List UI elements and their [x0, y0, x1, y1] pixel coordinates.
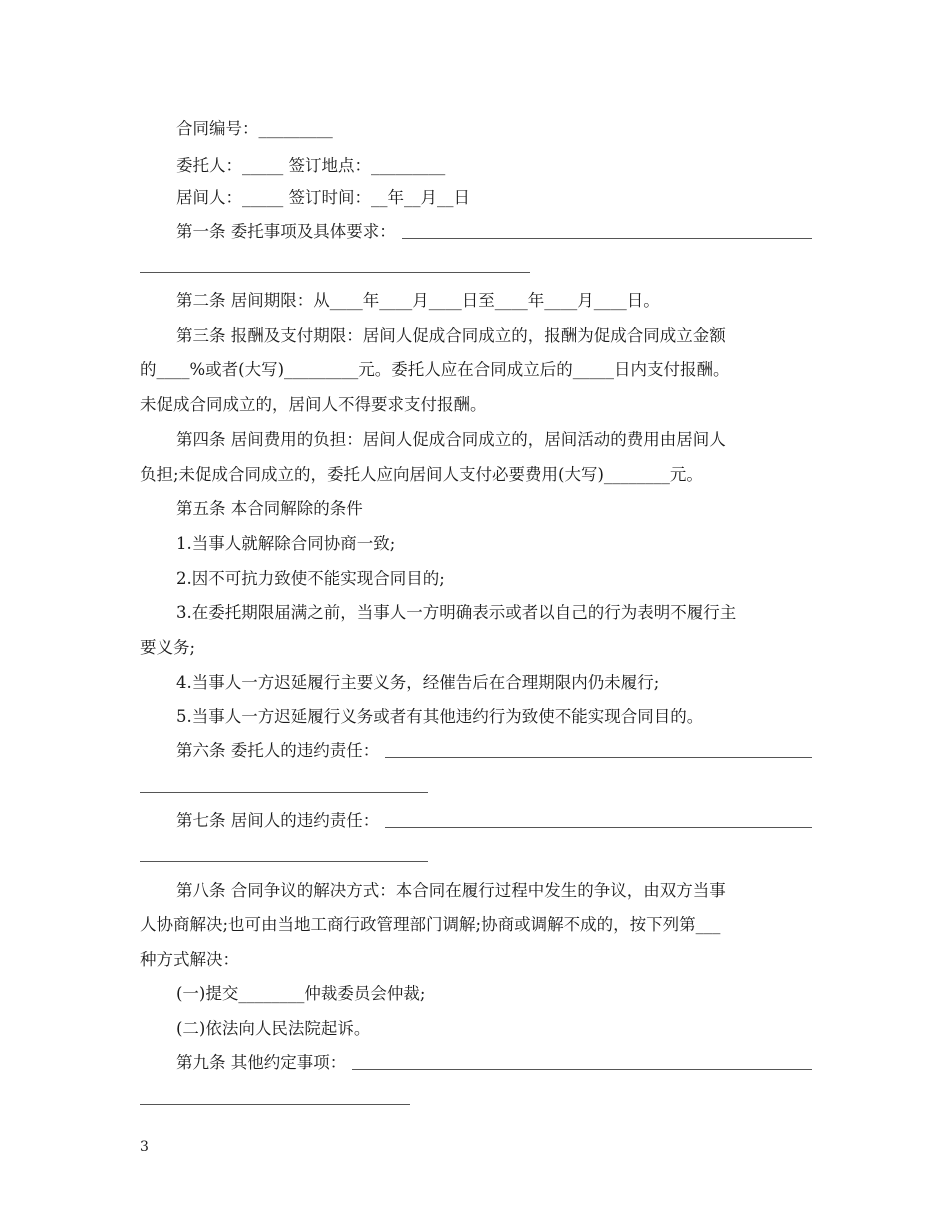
article-1-continuation-rule: [140, 272, 530, 273]
article-7-blank: [379, 810, 812, 832]
article-5-item-5: 5.当事人一方迟延履行义务或者有其他违约行为致使不能实现合同目的。: [176, 707, 704, 726]
principal-place-line: 委托人：_____ 签订地点：_________: [176, 156, 446, 175]
page-number: 3: [140, 1139, 149, 1155]
article-7-heading: 第七条 居间人的违约责任：: [176, 811, 380, 830]
article-1-blank: [396, 221, 812, 243]
article-9-heading: 第九条 其他约定事项：: [176, 1053, 347, 1072]
article-5-heading: 第五条 本合同解除的条件: [176, 499, 363, 518]
article-5-item-4: 4.当事人一方迟延履行主要义务，经催告后在合理期限内仍未履行;: [176, 673, 660, 692]
article-9-blank: [346, 1052, 812, 1074]
contract-number-line: 合同编号：_________: [176, 119, 333, 138]
article-6-continuation-rule: [140, 792, 428, 793]
article-8-option-1: (一)提交________仲裁委员会仲裁;: [176, 984, 426, 1003]
article-3-line-2: 的____%或者(大写)_________元。委托人应在合同成立后的_____日内支付报酬。: [140, 360, 730, 379]
article-3-line-1: 第三条 报酬及支付期限：居间人促成合同成立的，报酬为促成合同成立金额: [176, 326, 726, 345]
article-9-continuation-rule: [140, 1104, 410, 1105]
article-7-continuation-rule: [140, 861, 428, 862]
article-4-line-1: 第四条 居间费用的负担：居间人促成合同成立的，居间活动的费用由居间人: [176, 430, 726, 449]
article-3-line-3: 未促成合同成立的，居间人不得要求支付报酬。: [140, 395, 487, 414]
article-1-heading: 第一条 委托事项及具体要求：: [176, 222, 396, 241]
article-6-blank: [379, 740, 812, 762]
article-1-line: [176, 221, 812, 243]
article-2-line: 第二条 居间期限：从____年____月____日至____年____月____日。: [176, 291, 660, 310]
article-5-item-3-line-1: 3.在委托期限届满之前，当事人一方明确表示或者以自己的行为表明不履行主: [176, 603, 737, 622]
article-8-line-1: 第八条 合同争议的解决方式：本合同在履行过程中发生的争议，由双方当事: [176, 881, 726, 900]
article-6-heading: 第六条 委托人的违约责任：: [176, 741, 380, 760]
article-7-line: [176, 810, 812, 832]
article-8-line-3: 种方式解决：: [140, 950, 239, 969]
article-5-item-1: 1.当事人就解除合同协商一致;: [176, 534, 396, 553]
intermediary-time-line: 居间人：_____ 签订时间：__年__月__日: [176, 188, 470, 207]
article-4-line-2: 负担;未促成合同成立的，委托人应向居间人支付必要费用(大写)________元。: [140, 465, 703, 484]
article-8-line-2: 人协商解决;也可由当地工商行政管理部门调解;协商或调解不成的，按下列第___: [140, 915, 721, 934]
article-6-line: [176, 740, 812, 762]
article-5-item-3-line-2: 要义务;: [140, 638, 196, 657]
article-9-line: [176, 1052, 812, 1074]
article-8-option-2: (二)依法向人民法院起诉。: [176, 1019, 371, 1038]
article-5-item-2: 2.因不可抗力致使不能实现合同目的;: [176, 569, 445, 588]
